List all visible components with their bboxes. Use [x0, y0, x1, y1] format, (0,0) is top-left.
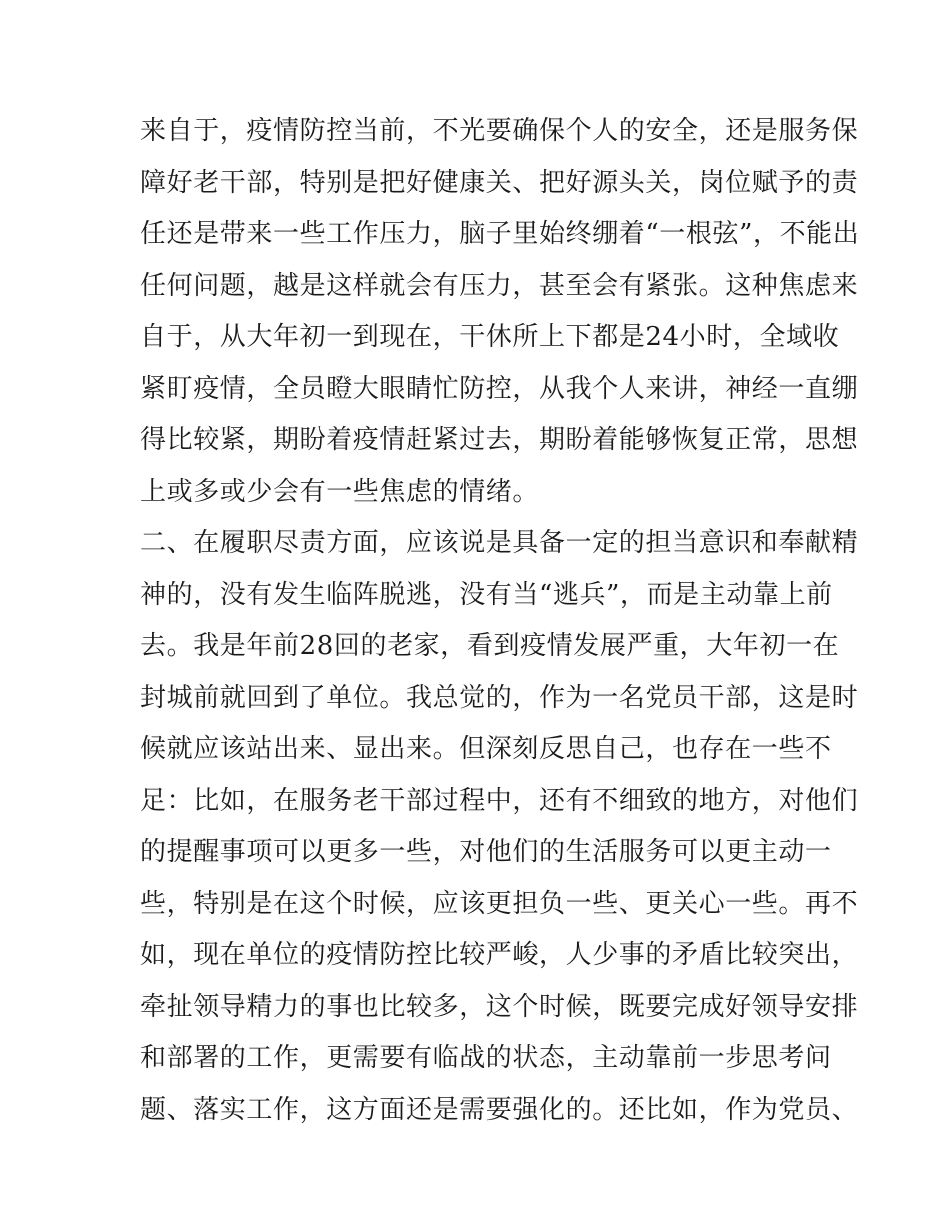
body-text — [140, 106, 860, 1136]
text-line: 和部署的工作，更需要有临战的状态，主动靠前一步思考问 — [140, 1043, 832, 1073]
text-line: 候就应该站出来、显出来。但深刻反思自己，也存在一些不 — [140, 734, 832, 764]
text-line: 紧盯疫情，全员瞪大眼睛忙防控，从我个人来讲，神经一直绷 — [140, 373, 859, 404]
text-line: 些，特别是在这个时候，应该更担负一些、更关心一些。再不 — [140, 888, 859, 919]
text-line: 二、在履职尽责方面，应该说是具备一定的担当意识和奉献精 — [140, 528, 859, 558]
text-line: 任还是带来一些工作压力，脑子里始终绷着“一根弦”，不能出 — [140, 219, 860, 249]
text-line: 去。我是年前28回的老家，看到疫情发展严重，大年初一在 — [140, 631, 840, 661]
text-line: 任何问题，越是这样就会有压力，甚至会有紧张。这种焦虑来 — [140, 270, 859, 301]
text-line: 神的，没有发生临阵脱逃，没有当“逃兵”，而是主动靠上前 — [140, 579, 833, 610]
text-line: 牵扯领导精力的事也比较多，这个时候，既要完成好领导安排 — [140, 991, 859, 1022]
text-line: 得比较紧，期盼着疫情赶紧过去，期盼着能够恢复正常，思想 — [140, 425, 859, 455]
text-line: 题、落实工作，这方面还是需要强化的。还比如，作为党员、 — [140, 1094, 859, 1125]
text-line: 如，现在单位的疫情防控比较严峻，人少事的矛盾比较突出， — [140, 940, 859, 970]
text-line: 上或多或少会有一些焦虑的情绪。 — [140, 476, 540, 507]
text-line: 足：比如，在服务老干部过程中，还有不细致的地方，对他们 — [140, 785, 859, 816]
text-line: 封城前就回到了单位。我总觉的，作为一名党员干部，这是时 — [140, 682, 859, 713]
text-line: 来自于，疫情防控当前，不光要确保个人的安全，还是服务保 — [140, 116, 859, 146]
text-line: 的提醒事项可以更多一些，对他们的生活服务可以更主动一 — [140, 837, 832, 867]
text-line: 障好老干部，特别是把好健康关、把好源头关，岗位赋予的责 — [140, 167, 859, 198]
text-line: 自于，从大年初一到现在，干休所上下都是24小时，全域收 — [140, 322, 840, 352]
